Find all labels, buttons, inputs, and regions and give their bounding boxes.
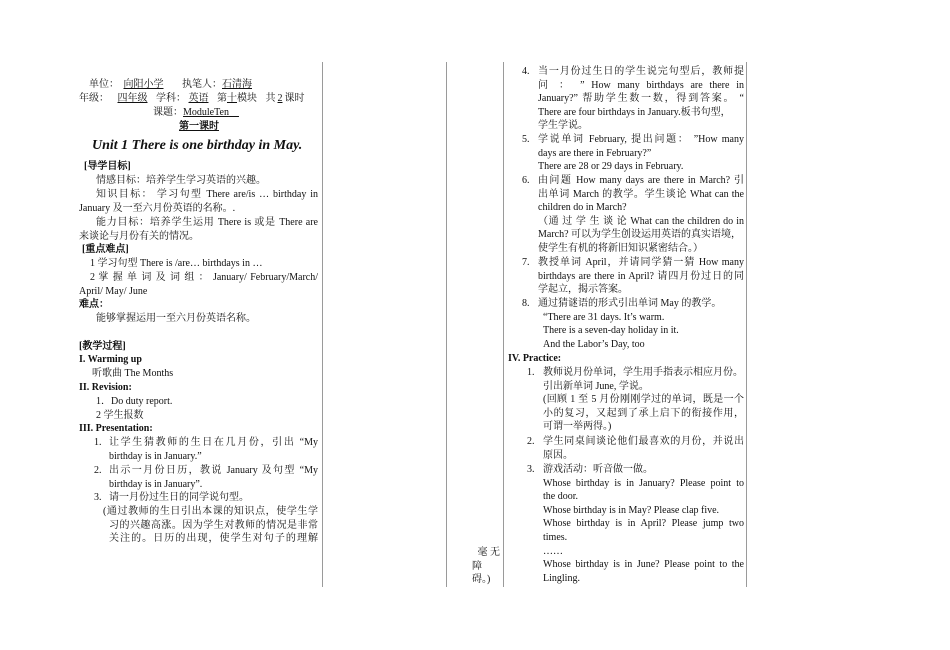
practice-num-2: 2. [527, 436, 535, 447]
practice-item-3-line: Whose birthday is in April? Please jump two [543, 518, 744, 530]
total-value: 2 [277, 93, 283, 104]
section-revision: II. Revision: [79, 382, 132, 393]
right-item-4 [538, 65, 744, 133]
right-item-5-line: 学说单词 February, 提出问题： ”How many [538, 134, 744, 145]
right-item-5-line: There are 28 or 29 days in February. [538, 161, 684, 173]
right-item-6-line: March? 可以为学生创设运用英语的真实语境， [538, 229, 742, 241]
author-label: 执笔人： [182, 79, 222, 90]
practice-item-3-line: Whose birthday is in June? Please point to the [543, 559, 744, 571]
lesson-title: Unit 1 There is one birthday in May. [92, 138, 303, 153]
keypoint-2-line: 2 掌 握 单 词 及 词 组 ： January/ February/March/ [90, 272, 318, 283]
presentation-num-1: 1. [94, 437, 102, 448]
divider-line [322, 62, 323, 587]
topic-label: 课题： [153, 107, 183, 118]
right-item-4-line: There are four birthdays in January.板书句型， [538, 106, 731, 118]
grade-label: 年级： [79, 93, 109, 104]
presentation-item-3: 请一月份过生日的同学说句型。 [109, 492, 249, 503]
right-item-8-line: 通过猜谜语的形式引出单词 May 的教学。 [538, 298, 722, 309]
practice-item-3-line: Whose birthday is in May? Please clap five. [543, 504, 720, 516]
practice-item-3-line: the door. [543, 491, 578, 503]
side-note-line: 障 [472, 560, 482, 572]
process-heading: [教学过程] [79, 341, 126, 352]
practice-item-2-line: 原因。 [543, 449, 573, 461]
goal-emotion: 情感目标：培养学生学习英语的兴趣。 [96, 175, 266, 186]
section-practice: IV. Practice: [508, 353, 562, 364]
presentation-num-2: 2. [94, 465, 102, 476]
goal-ability [79, 216, 318, 243]
right-item-8-line: There is a seven-day holiday in it. [543, 325, 679, 337]
grade-value: 四年级 [117, 93, 148, 104]
presentation-item-1-line: 让学生猜教师的生日在几月份，引出 “My [109, 437, 318, 448]
practice-item-1-line: 教师说月份单词，学生用手指表示相应月份。 [543, 367, 743, 378]
right-item-num-8: 8. [522, 298, 530, 309]
keypoint-2 [79, 271, 318, 298]
divider-line [446, 62, 447, 587]
divider-line [746, 62, 747, 587]
right-item-num-7: 7. [522, 257, 530, 268]
right-item-7 [538, 256, 744, 297]
revision-item-2: 2 学生报数 [96, 410, 144, 421]
section-warming-up: I. Warming up [79, 354, 142, 365]
side-note-line: 碍。) [472, 574, 491, 586]
practice-item-2-line: 学生同桌间谈论他们最喜欢的月份，并说出 [543, 436, 744, 447]
topic-underline-gap [229, 107, 239, 118]
right-item-8-line: “There are 31 days. It’s warm. [543, 311, 665, 323]
keypoint-2-line: April/ May/ June [79, 285, 148, 297]
right-item-7-line: 学起立，揭示答案。 [538, 284, 628, 296]
presentation-note-line: (通过教师的生日引出本课的知识点，使学生学 [103, 506, 318, 517]
warming-up-text: 听歌曲 The Months [92, 368, 174, 379]
right-item-6-line: 出单词 March 的教学。学生谈论 What can the [538, 188, 744, 200]
goal-ability-line: 能力目标：培养学生运用 There is 或是 There are [96, 217, 318, 228]
presentation-item-2 [109, 464, 318, 491]
right-item-6 [538, 174, 744, 256]
practice-item-3-line: 游戏活动：听音做一做。 [543, 464, 653, 475]
presentation-note-line: 习的兴趣高涨。因为学生对教师的情况是非常 [109, 519, 318, 531]
right-item-num-5: 5. [522, 134, 530, 145]
module-value: 十 [227, 93, 237, 104]
right-item-6-line: 使学生有机的将新旧知识紧密结合。） [538, 242, 703, 254]
right-item-5-line: days are there in February?” [538, 147, 652, 159]
module-prefix: 第 [217, 93, 227, 104]
goal-ability-line: 来谈论与月份有关的情况。 [79, 230, 199, 242]
side-note [472, 546, 500, 587]
right-item-7-line: 教授单词 April，并请同学猜一猜 How many [538, 257, 744, 268]
right-item-8-line: And the Labor’s Day, too [543, 338, 645, 350]
goals-heading: [导学目标] [84, 161, 131, 172]
right-item-4-line: January?” 帮助学生数一数，得到答案。 “ [538, 93, 744, 105]
presentation-item-2-line: birthday is in January”. [109, 478, 203, 490]
practice-item-2 [543, 435, 744, 462]
presentation-item-1 [109, 436, 318, 463]
total-suffix: 课时 [284, 93, 305, 104]
module-suffix: 模块 [237, 93, 257, 104]
total-prefix: 共 [265, 93, 276, 104]
presentation-item-1-line: birthday is in January.” [109, 450, 202, 462]
right-item-6-line: children do in March? [538, 202, 627, 214]
presentation-note-line: 关注的。日历的出现，使学生对句子的理解 [109, 533, 318, 545]
goal-knowledge-line: January 及一至六月份英语的名称。. [79, 202, 236, 214]
practice-num-1: 1. [527, 367, 535, 378]
subject-label: 学科： [156, 93, 186, 104]
practice-item-3-line: Lingling. [543, 572, 580, 584]
section-presentation: III. Presentation: [79, 423, 153, 434]
right-item-num-4: 4. [522, 66, 530, 77]
header-topic-line [153, 106, 239, 120]
presentation-num-3: 3. [94, 492, 102, 503]
goal-knowledge [79, 188, 318, 215]
right-item-4-line: 问 ： ” How many birthdays are there in [538, 79, 744, 91]
right-item-5 [538, 133, 744, 174]
keypoint-1: 1 学习句型 There is /are… birthdays in … [90, 258, 263, 269]
goal-knowledge-line: 知识目标： 学习句型 There are/is … birthday in [96, 189, 318, 200]
practice-num-3: 3. [527, 464, 535, 475]
presentation-item-2-line: 出示一月份日历，教说 January 及句型 “My [109, 465, 318, 476]
practice-item-3-line: Whose birthday is in January? Please point to [543, 477, 744, 489]
subject-value: 英语 [188, 93, 209, 104]
difficulty-text: 能够掌握运用一至六月份英语名称。 [96, 313, 256, 324]
practice-item-1 [543, 366, 744, 434]
unit-label: 单位： [89, 79, 119, 90]
practice-item-1-line: 小的复习，又起到了承上启下的衔接作用， [543, 407, 744, 419]
revision-item-1: 1．Do duty report. [96, 396, 173, 407]
practice-item-3-line: …… [543, 545, 563, 557]
header-unit-line [89, 78, 252, 92]
right-item-4-line: 当一月份过生日的学生说完句型后，教师提 [538, 66, 744, 77]
lesson-number: 第一课时 [179, 121, 219, 132]
practice-item-1-line: 可谓一举两得。) [543, 421, 612, 433]
difficulty-heading: 难点： [79, 299, 109, 310]
right-item-8 [538, 297, 744, 351]
practice-item-3 [543, 463, 744, 585]
unit-value: 向阳小学 [123, 79, 164, 90]
presentation-note [103, 505, 318, 546]
right-item-7-line: birthdays are there in April? 请四月份过日的同 [538, 270, 744, 282]
side-note-line: 毫 无 [477, 547, 500, 558]
right-item-6-line: 由问题 How many days are there in March? 引 [538, 175, 744, 186]
practice-item-1-line: 引出新单词 June, 学说。 [543, 380, 649, 392]
practice-item-3-line: times. [543, 531, 568, 543]
practice-item-1-line: (回顾 1 至 5 月份刚刚学过的单词，既是一个 [543, 394, 744, 406]
header-grade-line [79, 92, 305, 106]
right-item-6-line: （通 过 学 生 谈 论 What can the children do in [538, 215, 744, 227]
right-item-4-line: 学生学说。 [538, 120, 588, 132]
keypoints-heading: [重点难点] [82, 244, 129, 255]
topic-value: ModuleTen [183, 107, 229, 118]
right-item-num-6: 6. [522, 175, 530, 186]
divider-line [503, 62, 504, 587]
author-value: 石清海 [222, 79, 252, 90]
